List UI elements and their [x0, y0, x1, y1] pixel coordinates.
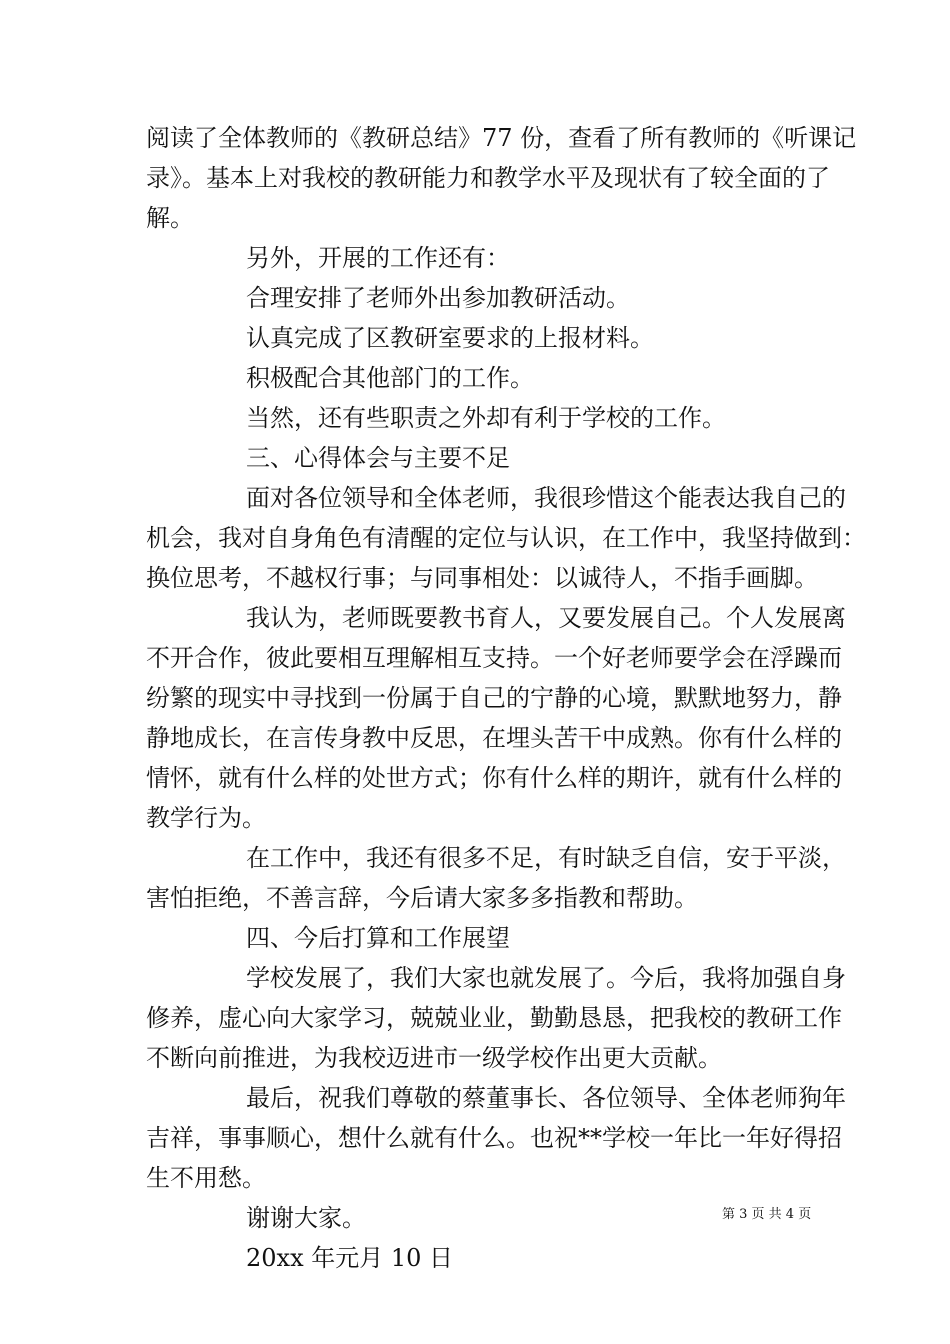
text-line: 不开合作，彼此要相互理解相互支持。一个好老师要学会在浮躁而	[146, 644, 842, 672]
text-line: 合理安排了老师外出参加教研活动。	[246, 284, 630, 312]
text-line: 情怀，就有什么样的处世方式；你有什么样的期许，就有什么样的	[146, 764, 842, 792]
text-line: 机会，我对自身角色有清醒的定位与认识，在工作中，我坚持做到：	[146, 524, 866, 552]
text-line: 我认为，老师既要教书育人，又要发展自己。个人发展离	[246, 604, 846, 632]
text-line: 最后，祝我们尊敬的蔡董事长、各位领导、全体老师狗年	[246, 1084, 846, 1112]
text-line: 谢谢大家。	[246, 1204, 366, 1232]
text-line: 教学行为。	[146, 804, 266, 832]
text-line: 纷繁的现实中寻找到一份属于自己的宁静的心境，默默地努力，静	[146, 684, 842, 712]
text-line: 静地成长，在言传身教中反思，在埋头苦干中成熟。你有什么样的	[146, 724, 842, 752]
text-line: 四、今后打算和工作展望	[246, 924, 510, 952]
text-line: 阅读了全体教师的《教研总结》77 份，查看了所有教师的《听课记	[146, 124, 857, 152]
text-line: 学校发展了，我们大家也就发展了。今后，我将加强自身	[246, 964, 846, 992]
text-line: 不断向前推进，为我校迈进市一级学校作出更大贡献。	[146, 1044, 722, 1072]
text-line: 三、心得体会与主要不足	[246, 444, 510, 472]
text-line: 当然，还有些职责之外却有利于学校的工作。	[246, 404, 726, 432]
text-line: 积极配合其他部门的工作。	[246, 364, 534, 392]
text-line: 生不用愁。	[146, 1164, 266, 1192]
text-line: 另外，开展的工作还有：	[246, 244, 510, 272]
text-line: 20xx 年元月 10 日	[246, 1244, 454, 1272]
text-line: 在工作中，我还有很多不足，有时缺乏自信，安于平淡，	[246, 844, 846, 872]
text-line: 认真完成了区教研室要求的上报材料。	[246, 324, 654, 352]
text-line: 解。	[146, 204, 194, 232]
text-line: 录》。基本上对我校的教研能力和教学水平及现状有了较全面的了	[146, 164, 830, 192]
text-line: 害怕拒绝，不善言辞，今后请大家多多指教和帮助。	[146, 884, 698, 912]
text-line: 修养，虚心向大家学习，兢兢业业，勤勤恳恳，把我校的教研工作	[146, 1004, 842, 1032]
text-line: 吉祥，事事顺心，想什么就有什么。也祝**学校一年比一年好得招	[146, 1124, 842, 1152]
page-number: 第 3 页 共 4 页	[722, 1207, 812, 1222]
text-line: 换位思考，不越权行事；与同事相处：以诚待人，不指手画脚。	[146, 564, 818, 592]
text-line: 面对各位领导和全体老师，我很珍惜这个能表达我自己的	[246, 484, 846, 512]
document-body	[146, 118, 866, 1278]
